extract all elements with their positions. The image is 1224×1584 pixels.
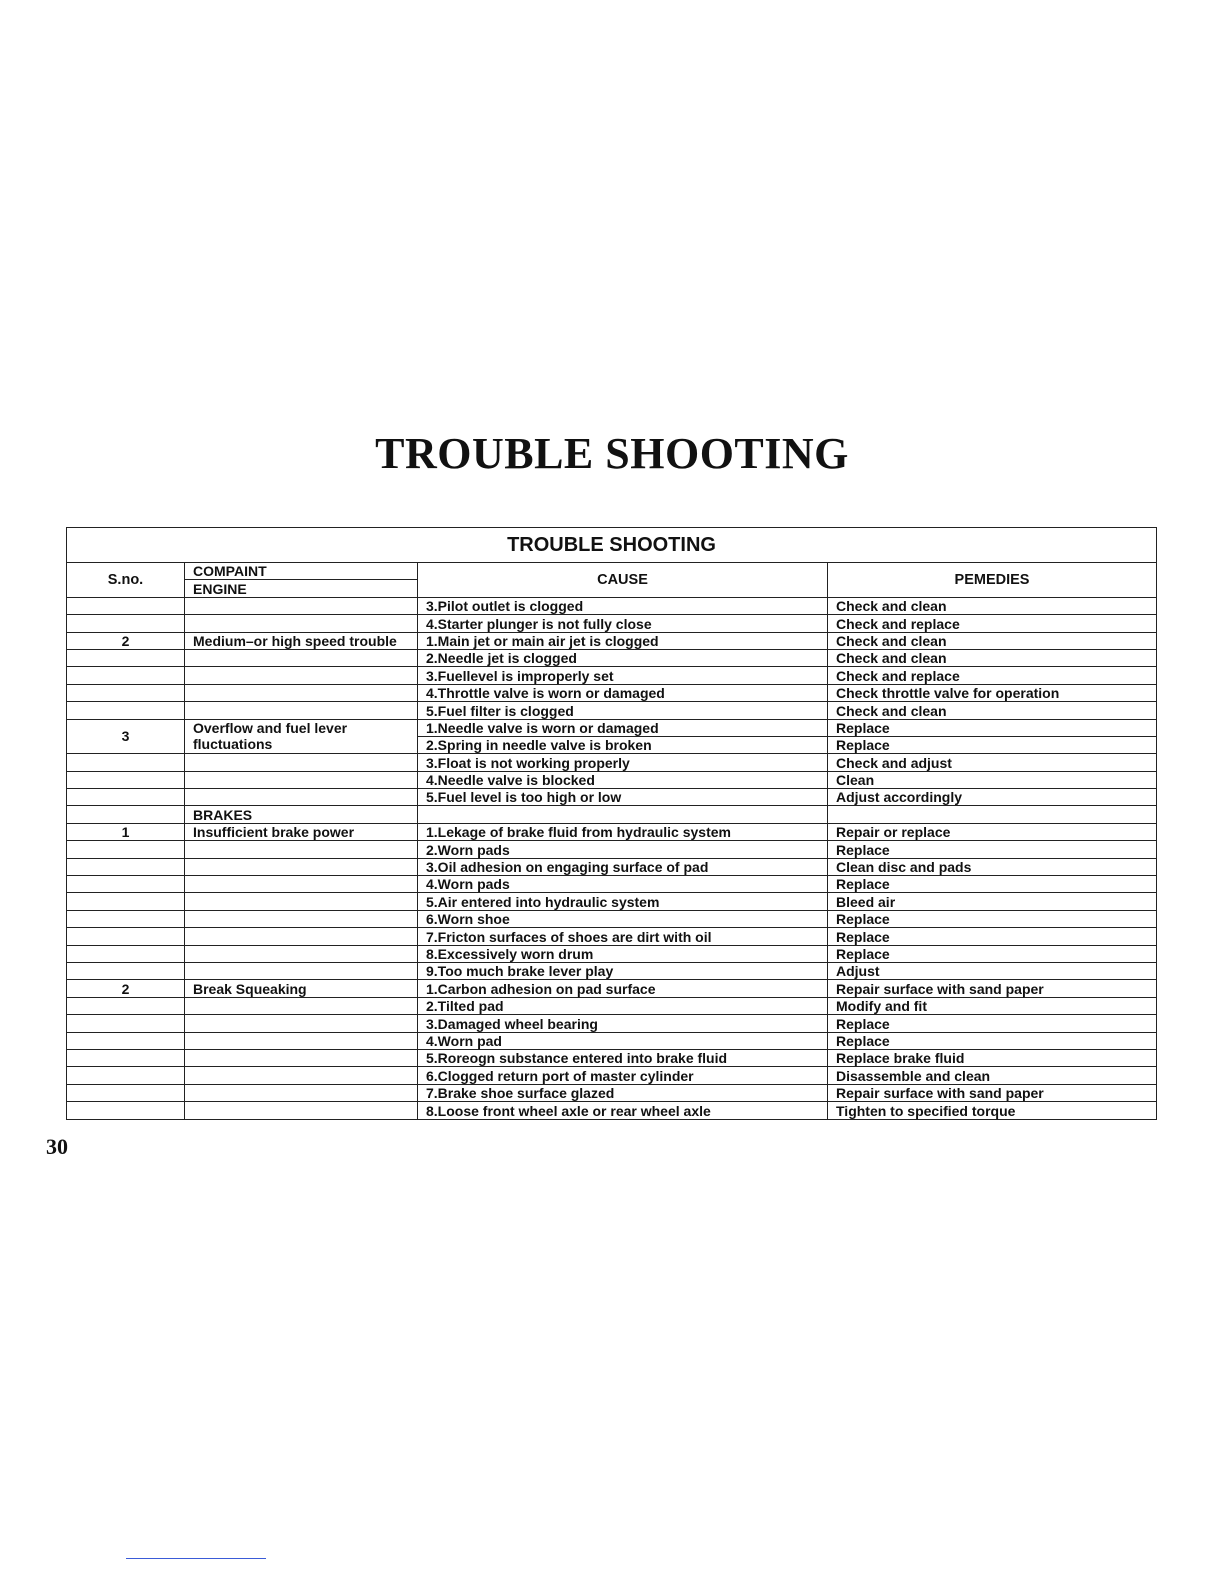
table-row <box>67 771 1157 788</box>
complaint-cell <box>185 597 418 614</box>
sno-cell <box>67 1032 185 1049</box>
remedy-cell: Replace <box>828 928 1157 945</box>
sno-cell <box>67 1015 185 1032</box>
complaint-cell <box>185 997 418 1014</box>
remedy-cell: Adjust accordingly <box>828 789 1157 806</box>
cause-cell: 4.Worn pads <box>418 876 828 893</box>
sno-cell: 3 <box>67 719 185 754</box>
cause-cell: 3.Float is not working properly <box>418 754 828 771</box>
complaint-cell: BRAKES <box>185 806 418 823</box>
sno-cell <box>67 945 185 962</box>
cause-cell: 6.Worn shoe <box>418 910 828 927</box>
table-row <box>67 702 1157 719</box>
complaint-cell: Break Squeaking <box>185 980 418 997</box>
complaint-cell <box>185 910 418 927</box>
sno-cell <box>67 1102 185 1119</box>
remedy-cell: Check and clean <box>828 632 1157 649</box>
cause-cell: 5.Air entered into hydraulic system <box>418 893 828 910</box>
sno-cell <box>67 997 185 1014</box>
table-row <box>67 1015 1157 1032</box>
sno-cell <box>67 876 185 893</box>
header-complaint: COMPAINT <box>185 563 418 580</box>
complaint-cell <box>185 1102 418 1119</box>
cause-cell: 4.Starter plunger is not fully close <box>418 615 828 632</box>
complaint-cell <box>185 702 418 719</box>
complaint-cell <box>185 754 418 771</box>
sno-cell <box>67 684 185 701</box>
remedy-cell: Check and replace <box>828 667 1157 684</box>
remedy-cell: Replace <box>828 910 1157 927</box>
sno-cell <box>67 910 185 927</box>
cause-cell: 7.Fricton surfaces of shoes are dirt with oil <box>418 928 828 945</box>
complaint-cell <box>185 789 418 806</box>
cause-cell: 1.Carbon adhesion on pad surface <box>418 980 828 997</box>
table-row <box>67 1067 1157 1084</box>
remedy-cell: Modify and fit <box>828 997 1157 1014</box>
table-row <box>67 945 1157 962</box>
cause-cell: 3.Damaged wheel bearing <box>418 1015 828 1032</box>
complaint-cell <box>185 1084 418 1101</box>
table-row <box>67 649 1157 666</box>
remedy-cell: Replace <box>828 1015 1157 1032</box>
remedy-cell: Check throttle valve for operation <box>828 684 1157 701</box>
complaint-cell <box>185 1015 418 1032</box>
remedy-cell: Replace <box>828 945 1157 962</box>
sno-cell: 2 <box>67 632 185 649</box>
table-row <box>67 841 1157 858</box>
remedy-cell: Check and clean <box>828 649 1157 666</box>
complaint-cell: Medium–or high speed trouble <box>185 632 418 649</box>
footer-rule <box>126 1558 266 1559</box>
remedy-cell: Repair or replace <box>828 823 1157 840</box>
overflow-rows <box>67 719 1157 754</box>
table-row <box>67 1084 1157 1101</box>
cause-cell: 1.Needle valve is worn or damaged <box>418 719 828 736</box>
table-row <box>67 1102 1157 1119</box>
sno-cell <box>67 754 185 771</box>
complaint-cell <box>185 1067 418 1084</box>
sno-cell <box>67 962 185 979</box>
sno-cell <box>67 1067 185 1084</box>
sno-cell <box>67 841 185 858</box>
complaint-line: fluctuations <box>193 736 273 753</box>
cause-cell: 8.Excessively worn drum <box>418 945 828 962</box>
table-row <box>67 823 1157 840</box>
sno-cell: 1 <box>67 823 185 840</box>
cause-cell: 1.Main jet or main air jet is clogged <box>418 632 828 649</box>
table-row <box>67 1049 1157 1066</box>
sno-cell <box>67 615 185 632</box>
cause-cell: 4.Throttle valve is worn or damaged <box>418 684 828 701</box>
sno-cell <box>67 789 185 806</box>
complaint-cell <box>185 1049 418 1066</box>
complaint-cell <box>185 684 418 701</box>
complaint-cell <box>185 945 418 962</box>
cause-cell: 2.Needle jet is clogged <box>418 649 828 666</box>
cause-cell: 3.Fuellevel is improperly set <box>418 667 828 684</box>
remedy-cell: Replace <box>828 876 1157 893</box>
table-row <box>67 684 1157 701</box>
table-row <box>67 1032 1157 1049</box>
complaint-line: Overflow and fuel lever <box>193 720 348 737</box>
sno-cell <box>67 771 185 788</box>
sno-cell <box>67 858 185 875</box>
sno-cell <box>67 597 185 614</box>
table-row <box>67 615 1157 632</box>
cause-cell: 2.Spring in needle valve is broken <box>418 736 828 753</box>
table-row <box>67 597 1157 614</box>
cause-cell: 4.Worn pad <box>418 1032 828 1049</box>
header-cause: CAUSE <box>418 563 828 598</box>
sno-cell: 2 <box>67 980 185 997</box>
sno-cell <box>67 649 185 666</box>
complaint-cell <box>185 649 418 666</box>
sno-cell <box>67 806 185 823</box>
remedy-cell: Repair surface with sand paper <box>828 1084 1157 1101</box>
sno-cell <box>67 702 185 719</box>
remedy-cell: Disassemble and clean <box>828 1067 1157 1084</box>
header-remedies: PEMEDIES <box>828 563 1157 598</box>
complaint-cell <box>185 771 418 788</box>
complaint-cell <box>185 1032 418 1049</box>
remedy-cell: Replace <box>828 719 1157 736</box>
cause-cell: 5.Fuel level is too high or low <box>418 789 828 806</box>
page-title: TROUBLE SHOOTING <box>375 429 849 478</box>
cause-cell: 8.Loose front wheel axle or rear wheel axle <box>418 1102 828 1119</box>
header-sno: S.no. <box>67 563 185 598</box>
remedy-cell: Clean disc and pads <box>828 858 1157 875</box>
complaint-cell <box>185 858 418 875</box>
complaint-cell <box>185 928 418 945</box>
table-row <box>67 754 1157 771</box>
table-row <box>67 806 1157 823</box>
table-row <box>67 876 1157 893</box>
sno-cell <box>67 1084 185 1101</box>
page-number: 30 <box>46 1134 68 1159</box>
table-row <box>67 893 1157 910</box>
remedy-cell: Check and clean <box>828 597 1157 614</box>
table-row <box>67 910 1157 927</box>
table-caption: TROUBLE SHOOTING <box>67 528 1157 563</box>
remedy-cell: Repair surface with sand paper <box>828 980 1157 997</box>
table-row <box>67 789 1157 806</box>
sno-cell <box>67 928 185 945</box>
remedy-cell: Replace <box>828 841 1157 858</box>
complaint-cell <box>185 667 418 684</box>
cause-cell: 3.Oil adhesion on engaging surface of pad <box>418 858 828 875</box>
remedy-cell: Check and clean <box>828 702 1157 719</box>
cause-cell: 6.Clogged return port of master cylinder <box>418 1067 828 1084</box>
complaint-cell <box>185 719 418 754</box>
table-row <box>67 719 1157 736</box>
cause-cell: 1.Lekage of brake fluid from hydraulic system <box>418 823 828 840</box>
cause-cell: 4.Needle valve is blocked <box>418 771 828 788</box>
sno-cell <box>67 893 185 910</box>
trouble-shooting-table <box>66 527 1157 1120</box>
remedy-cell <box>828 806 1157 823</box>
table-row <box>67 632 1157 649</box>
table-row <box>67 997 1157 1014</box>
complaint-cell <box>185 893 418 910</box>
cause-cell: 3.Pilot outlet is clogged <box>418 597 828 614</box>
cause-cell <box>418 806 828 823</box>
table-row <box>67 858 1157 875</box>
remedy-cell: Check and adjust <box>828 754 1157 771</box>
table-row <box>67 962 1157 979</box>
remedy-cell: Clean <box>828 771 1157 788</box>
complaint-cell <box>185 962 418 979</box>
sno-cell <box>67 1049 185 1066</box>
cause-cell: 5.Fuel filter is clogged <box>418 702 828 719</box>
remedy-cell: Adjust <box>828 962 1157 979</box>
table-row <box>67 980 1157 997</box>
cause-cell: 9.Too much brake lever play <box>418 962 828 979</box>
table-row <box>67 667 1157 684</box>
complaint-cell: Insufficient brake power <box>185 823 418 840</box>
cause-cell: 7.Brake shoe surface glazed <box>418 1084 828 1101</box>
engine-rows <box>67 597 1157 719</box>
engine-section-label: ENGINE <box>185 580 418 597</box>
brake-rows <box>67 754 1157 1119</box>
cause-cell: 2.Worn pads <box>418 841 828 858</box>
sno-cell <box>67 667 185 684</box>
trouble-shooting-sheet <box>66 527 1156 1120</box>
remedy-cell: Tighten to specified torque <box>828 1102 1157 1119</box>
remedy-cell: Replace <box>828 736 1157 753</box>
remedy-cell: Check and replace <box>828 615 1157 632</box>
cause-cell: 5.Roreogn substance entered into brake fluid <box>418 1049 828 1066</box>
remedy-cell: Replace <box>828 1032 1157 1049</box>
cause-cell: 2.Tilted pad <box>418 997 828 1014</box>
remedy-cell: Replace brake fluid <box>828 1049 1157 1066</box>
table-row <box>67 928 1157 945</box>
complaint-cell <box>185 876 418 893</box>
complaint-cell <box>185 841 418 858</box>
remedy-cell: Bleed air <box>828 893 1157 910</box>
complaint-cell <box>185 615 418 632</box>
